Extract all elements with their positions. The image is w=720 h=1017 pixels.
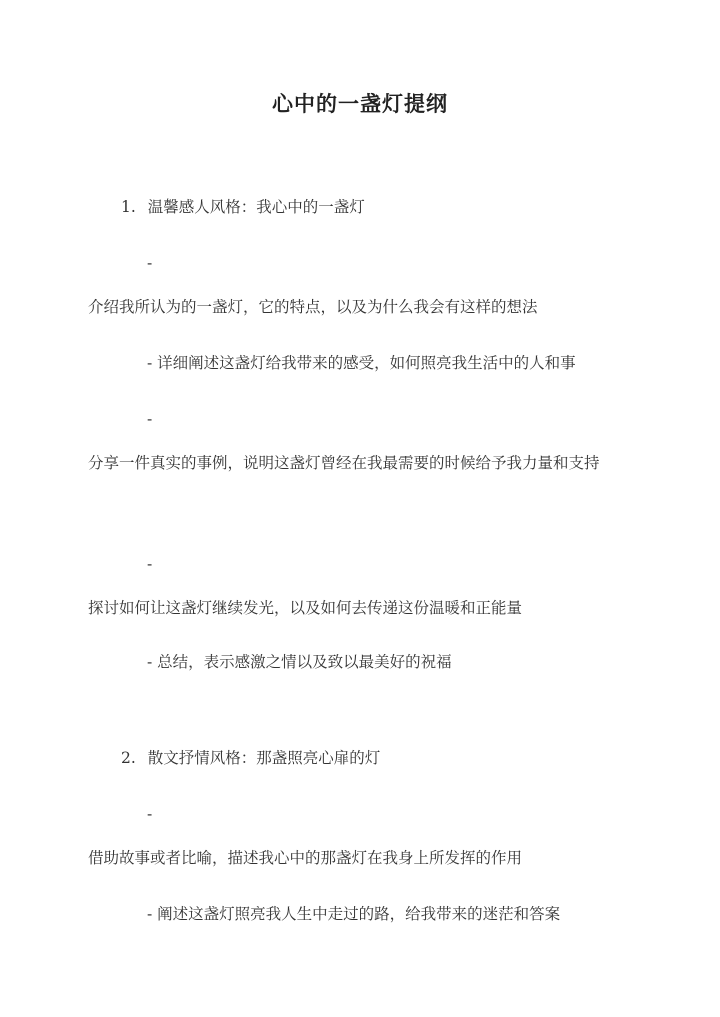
section-1-number: 1. xyxy=(121,198,136,216)
section-1-point-3: 分享一件真实的事例，说明这盏灯曾经在我最需要的时候给予我力量和支持 xyxy=(88,454,600,472)
section-1-dash-1: - xyxy=(147,254,153,272)
section-1-dash-2: - xyxy=(147,410,153,428)
section-2-point-2: - 阐述这盏灯照亮我人生中走过的路，给我带来的迷茫和答案 xyxy=(147,905,561,923)
section-1-heading xyxy=(121,190,365,224)
section-1-point-5: - 总结，表示感激之情以及致以最美好的祝福 xyxy=(147,653,452,671)
section-2-heading xyxy=(121,741,380,775)
section-1-title: 温馨感人风格：我心中的一盏灯 xyxy=(147,198,365,216)
section-1-dash-3: - xyxy=(147,555,153,573)
section-1-point-2: - 详细阐述这盏灯给我带来的感受，如何照亮我生活中的人和事 xyxy=(147,354,576,372)
section-2-dash-1: - xyxy=(147,805,153,823)
section-2-number: 2. xyxy=(121,749,136,767)
section-2-point-1: 借助故事或者比喻，描述我心中的那盏灯在我身上所发挥的作用 xyxy=(88,849,523,867)
section-1-point-4: 探讨如何让这盏灯继续发光，以及如何去传递这份温暖和正能量 xyxy=(88,599,523,617)
section-2-title: 散文抒情风格：那盏照亮心扉的灯 xyxy=(147,749,381,767)
document-title: 心中的一盏灯提纲 xyxy=(272,91,448,116)
section-1-point-1: 介绍我所认为的一盏灯，它的特点，以及为什么我会有这样的想法 xyxy=(88,298,538,316)
